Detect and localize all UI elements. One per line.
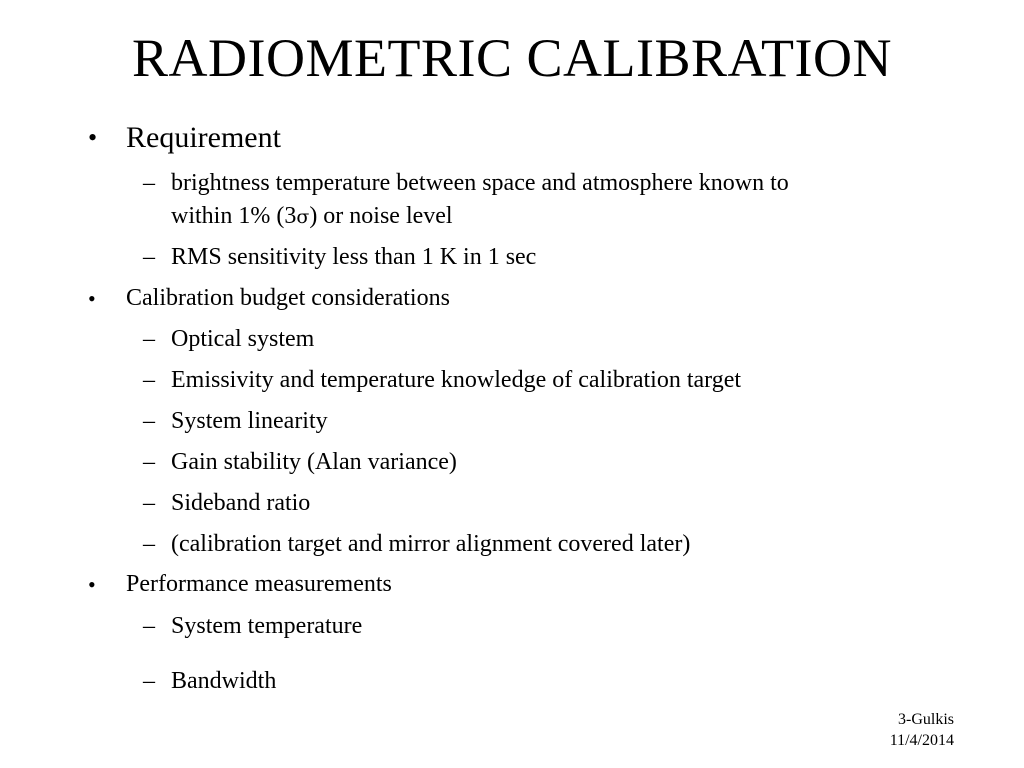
dash-mark: – [143, 449, 155, 475]
bullet-heading: Calibration budget considerations [126, 285, 450, 311]
dash-mark: – [143, 668, 155, 694]
slide-title: RADIOMETRIC CALIBRATION [132, 28, 892, 88]
footer-author: 3-Gulkis [898, 711, 954, 728]
footer-date: 11/4/2014 [889, 732, 954, 749]
dash-mark: – [143, 367, 155, 393]
dash-mark: – [143, 170, 155, 196]
sub-item-text: RMS sensitivity less than 1 K in 1 sec [171, 244, 537, 270]
dash-mark: – [143, 326, 155, 352]
dash-mark: – [143, 408, 155, 434]
sub-item-text: System linearity [171, 408, 328, 434]
sub-item-text: Emissivity and temperature knowledge of calibration target [171, 367, 742, 393]
sub-item-text: System temperature [171, 613, 363, 639]
dash-mark: – [143, 490, 155, 516]
dash-mark: – [143, 531, 155, 557]
sub-item-line2: within 1% (3σ) or noise level [171, 203, 453, 229]
sub-item-text: Bandwidth [171, 668, 277, 694]
dash-mark: – [143, 613, 155, 639]
slide-footer [890, 709, 954, 751]
bullet-mark: • [88, 286, 96, 311]
bullet-heading: Performance measurements [126, 571, 392, 597]
sub-item-text: Optical system [171, 326, 315, 352]
bullet-mark: • [88, 572, 96, 597]
sub-item-text: Gain stability (Alan variance) [171, 449, 457, 475]
bullet-mark: • [88, 123, 98, 152]
bullet-heading: Requirement [126, 121, 281, 154]
sub-item-text: (calibration target and mirror alignment covered later) [171, 531, 691, 557]
sub-item-text: Sideband ratio [171, 490, 311, 516]
sigma-symbol: σ [296, 206, 310, 228]
dash-mark: – [143, 244, 155, 270]
sub-item-line1: brightness temperature between space and atmosphere known to [171, 170, 789, 196]
